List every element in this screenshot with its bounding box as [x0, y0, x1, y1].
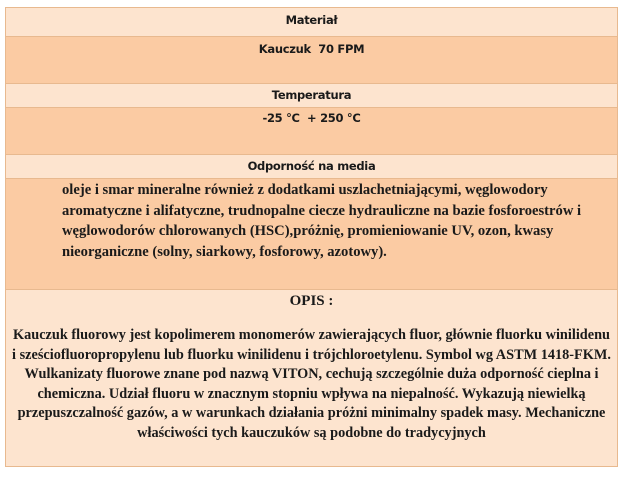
description-text: Kauczuk fluorowy jest kopolimerem monomerów zawierających fluor, głównie fluorku winilidenu i sześciofluoropropylenu lub fluorku winilidenu i trójchloroetylenu. Symbol wg ASTM 1418-FKM. Wulkanizaty fluorowe znane pod nazwą VITON, cechują szczególnie duża odporność cieplna i chemiczna. Udział fluoru w znacznym stopniu wpływa na niepalność. Wykazują niewielką przepuszczalność gazów, a w warunkach działania próżni minimalny spadek masy. Mechaniczne właściwości tych kauczuków są podobne do tradycyjnych — [12, 327, 611, 441]
media-label: Odporność na media — [247, 159, 376, 173]
description-title: OPIS : — [289, 293, 334, 309]
media-value-row — [6, 179, 617, 290]
material-value: Kauczuk 70 FPM — [258, 42, 365, 56]
temperature-label: Temperatura — [271, 88, 352, 102]
description-row — [6, 290, 617, 466]
temperature-label-row — [6, 84, 617, 108]
material-value-row — [6, 37, 617, 84]
temperature-value-row — [6, 108, 617, 155]
material-label: Materiał — [285, 13, 338, 27]
temperature-value: -25 °C + 250 °C — [262, 111, 361, 125]
material-spec-table — [5, 7, 618, 467]
material-label-row — [6, 8, 617, 37]
media-label-row — [6, 155, 617, 179]
media-resistance-text: oleje i smar mineralne również z dodatkami uszlachetniającymi, węglowodory aromatyczne i alifatyczne, trudnopalne ciecze hydrauliczne na bazie fosforoestrów i węglowodorów chlorowanych (HSC),próżnię, promieniowanie UV, ozon, kwasy nieorganiczne (solny, siarkowy, fosforowy, azotowy). — [62, 182, 582, 260]
